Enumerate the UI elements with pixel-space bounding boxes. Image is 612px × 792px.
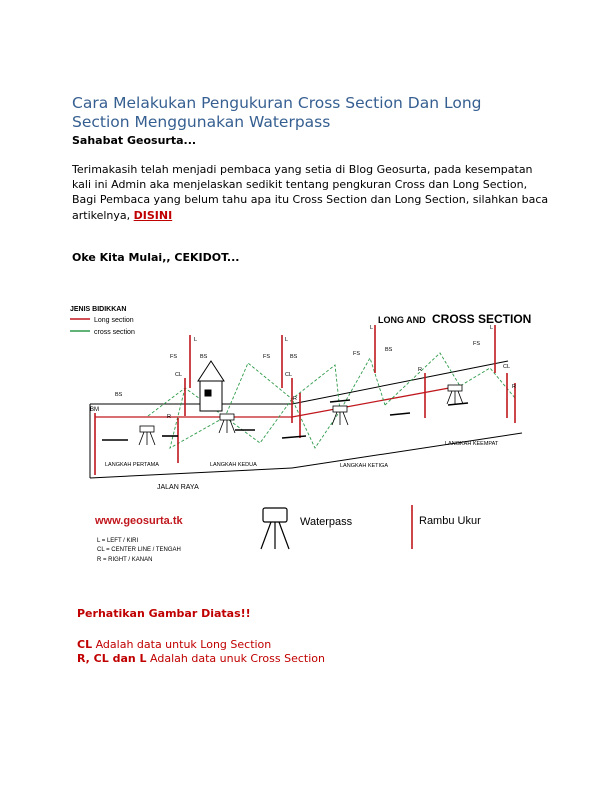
label-cl-1: CL: [175, 372, 183, 378]
long-section-lines: [95, 386, 460, 417]
label-bs-3: BS: [385, 347, 393, 353]
label-step3: LANGKAH KETIGA: [340, 463, 388, 469]
label-bm: BM: [90, 407, 99, 413]
label-fs-3: FS: [353, 351, 361, 357]
label-road: JALAN RAYA: [157, 484, 199, 491]
rcl-note-text: Adalah data unuk Cross Section: [146, 652, 325, 665]
label-step2: LANGKAH KEDUA: [210, 462, 257, 468]
label-step1: LANGKAH PERTAMA: [105, 462, 159, 468]
label-l-3: L: [370, 325, 374, 331]
label-r-3: R: [418, 367, 422, 373]
label-cl-4: CL: [503, 364, 511, 370]
attention-note: Perhatikan Gambar Diatas!!: [77, 607, 251, 620]
intro-text: Terimakasih telah menjadi pembaca yang setia di Blog Geosurta, pada kesempatan kali ini Admin aka menjelaskan sedikit tentang pengkuran Cross dan Long Section, Bagi Pembaca yang belum tahu apa itu Cross Section dan Long Section, silahkan baca artikelnya,: [72, 163, 549, 222]
waterpass-legend-label: Waterpass: [300, 516, 353, 528]
legend-title: JENIS BIDIKKAN: [70, 306, 127, 313]
ground-marks: [102, 400, 468, 440]
legend-cross-label: cross section: [94, 329, 135, 336]
label-l-2: L: [285, 337, 289, 343]
label-fs-4: FS: [473, 341, 481, 347]
cl-note: [77, 638, 271, 651]
diagram-title-small: LONG AND: [378, 315, 426, 325]
label-l-4: L: [490, 325, 494, 331]
key-l: L = LEFT / KIRI: [97, 538, 139, 544]
label-r-2: R: [293, 396, 297, 402]
label-bs-2: BS: [290, 354, 298, 360]
label-cl-2: CL: [285, 372, 293, 378]
label-bs-1: BS: [200, 354, 208, 360]
page-title: Cara Melakukan Pengukuran Cross Section Dan Long Section Menggunakan Waterpass: [72, 94, 482, 131]
key-r: R = RIGHT / KANAN: [97, 557, 153, 563]
label-bs-start: BS: [115, 392, 123, 398]
rcl-note: [77, 652, 325, 665]
intro-paragraph: [72, 162, 552, 223]
diagram-title-big: CROSS SECTION: [432, 312, 532, 326]
key-list: [97, 538, 181, 563]
key-cl: CL = CENTER LINE / TENGAH: [97, 547, 181, 553]
label-r-1: R: [167, 414, 171, 420]
label-step4: LANGKAH KEEMPAT: [445, 441, 499, 447]
rcl-note-bold: R, CL dan L: [77, 652, 147, 665]
rambu-legend-label: Rambu Ukur: [419, 515, 481, 527]
greeting: Sahabat Geosurta...: [72, 134, 197, 147]
cl-note-bold: CL: [77, 638, 93, 651]
website-label: www.geosurta.tk: [95, 515, 183, 527]
disini-link[interactable]: DISINI: [133, 208, 173, 222]
label-l-1: L: [194, 337, 198, 343]
road-outline: [90, 361, 522, 478]
house-icon: [198, 361, 224, 411]
waterpass-legend-icon: [261, 508, 289, 549]
rambu-rods: [95, 325, 515, 475]
start-heading: Oke Kita Mulai,, CEKIDOT...: [72, 251, 240, 264]
label-fs-2: FS: [263, 354, 271, 360]
cl-note-text: Adalah data untuk Long Section: [92, 638, 272, 651]
legend-long-label: Long section: [94, 317, 134, 324]
cross-section-diagram: [60, 293, 560, 583]
label-fs-1: FS: [170, 354, 178, 360]
label-r-4: R: [512, 384, 516, 390]
